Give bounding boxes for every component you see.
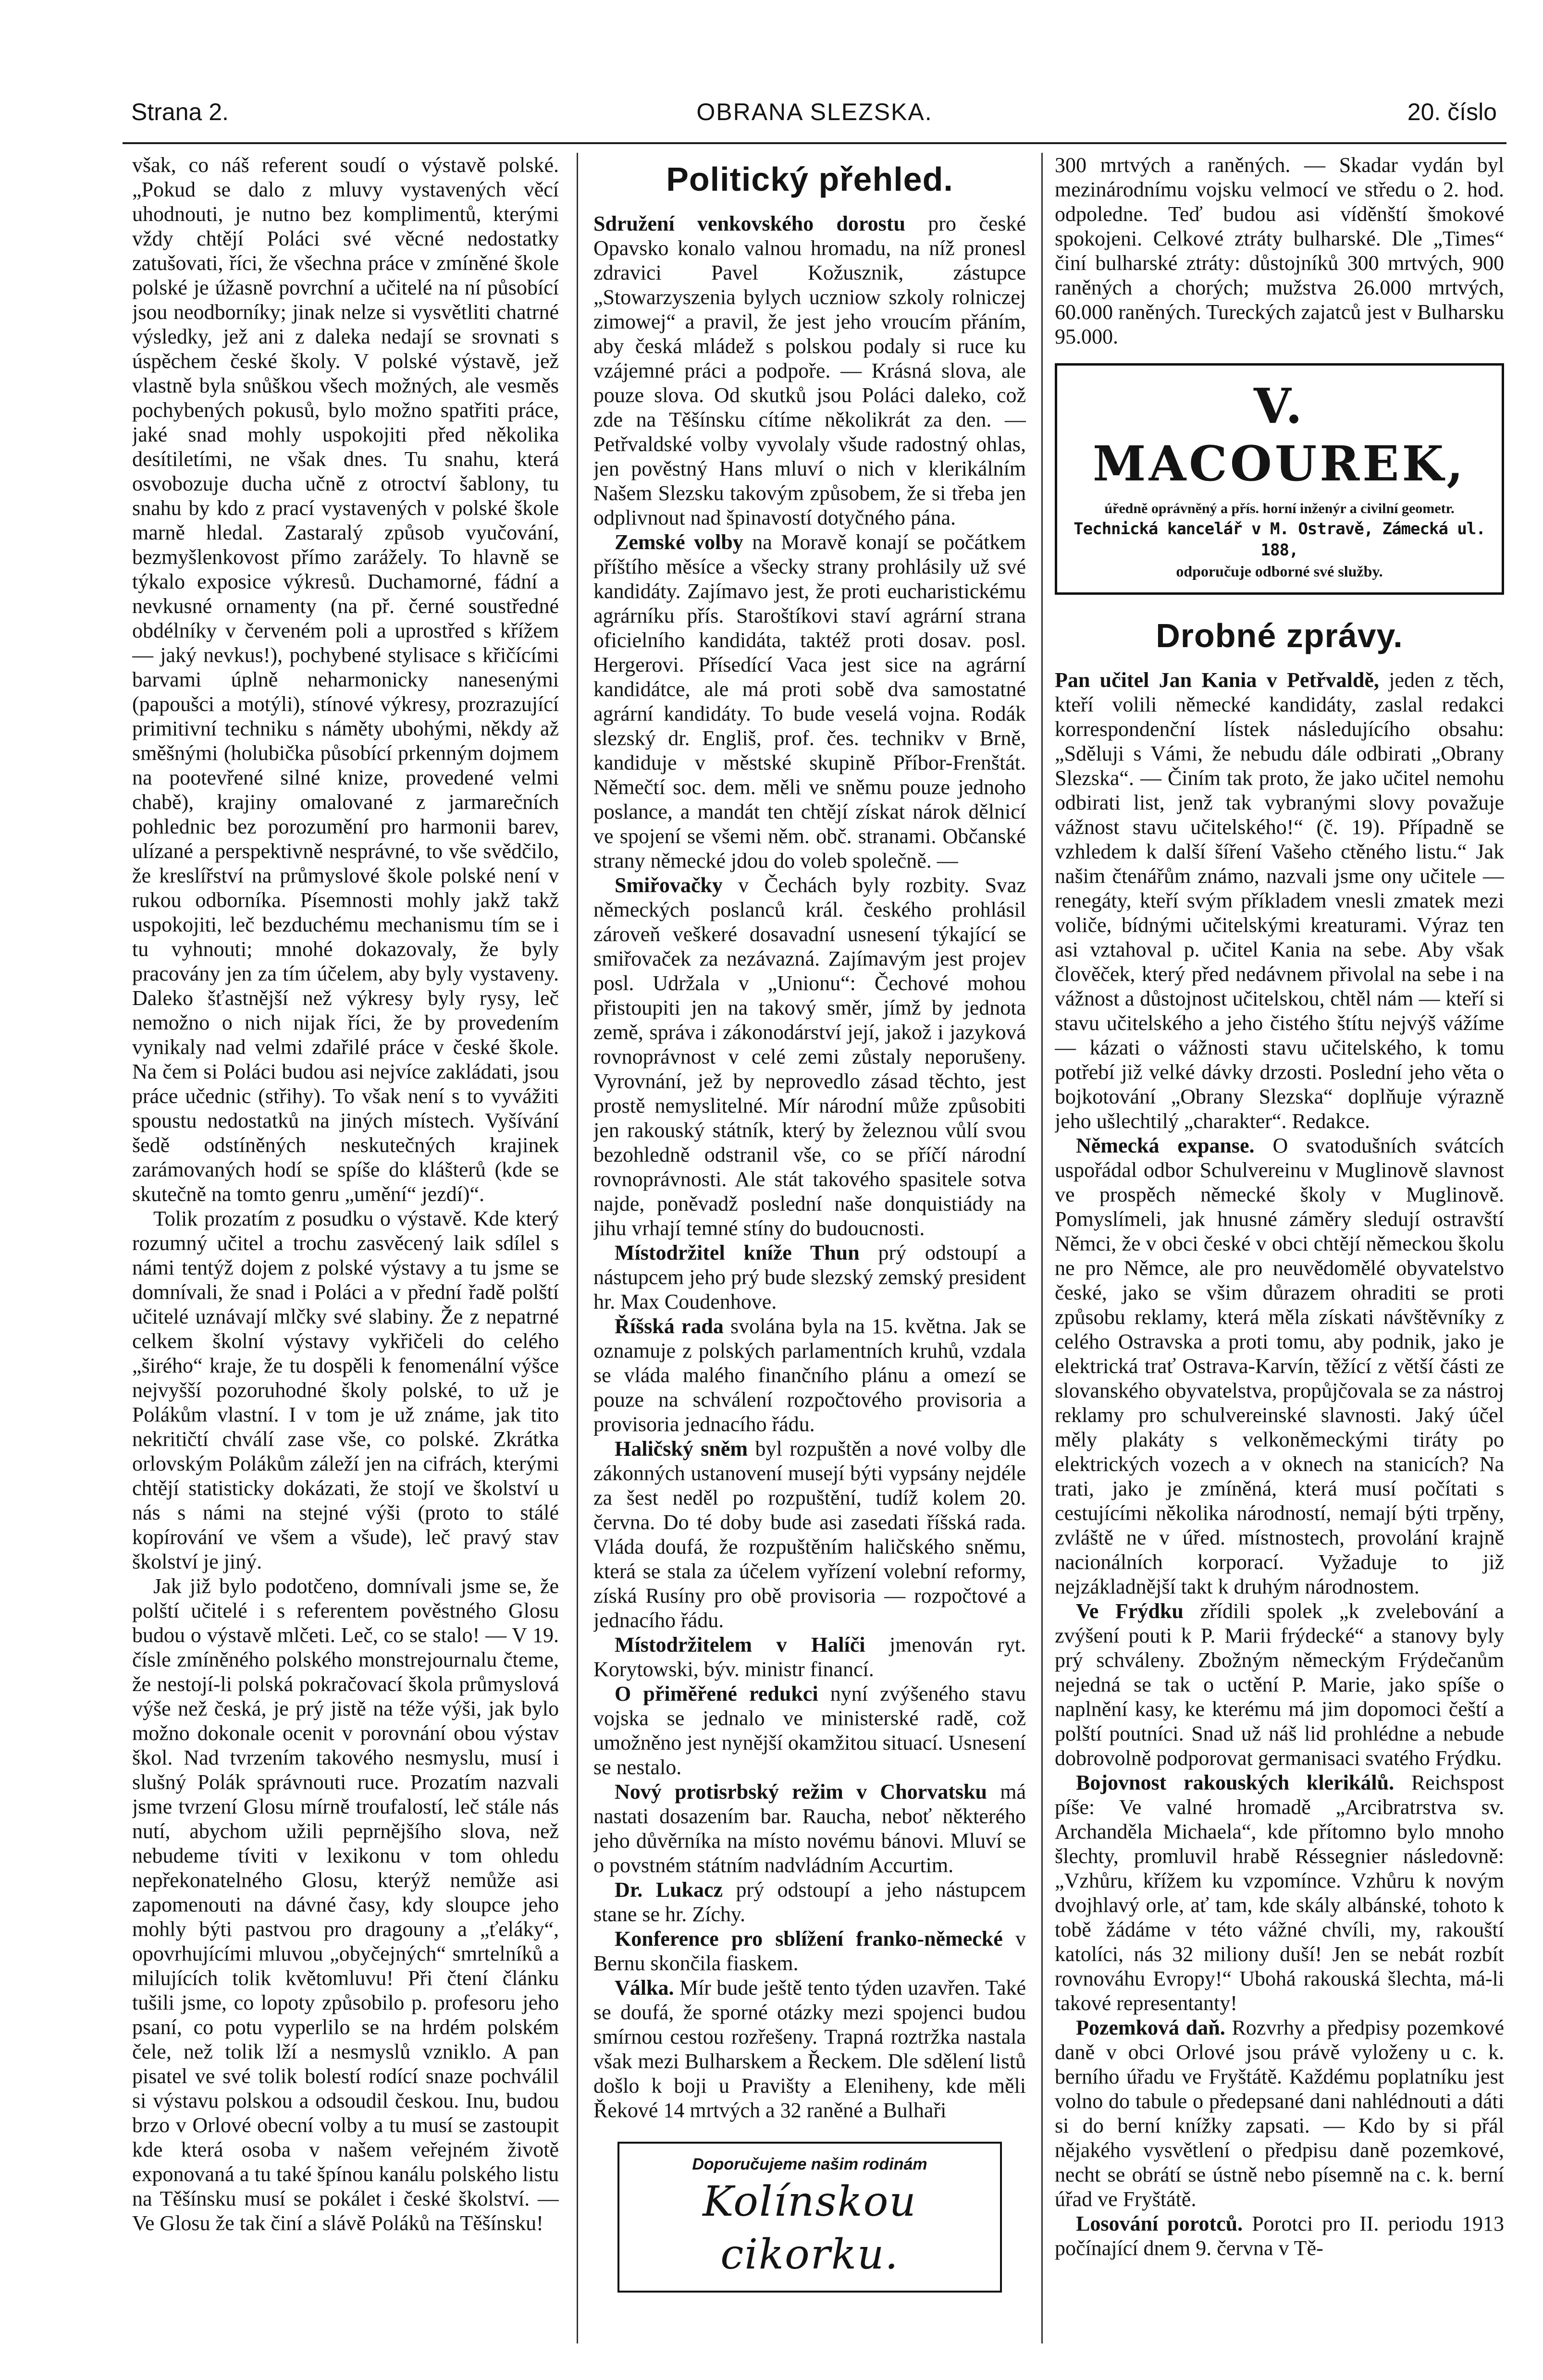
ad-services: odporučuje odborné své služby.	[1176, 563, 1383, 580]
ad-recommendation: Doporučujeme našim rodinám	[692, 2155, 927, 2173]
news-item	[1055, 1133, 1504, 1599]
news-item	[593, 1240, 1026, 1314]
news-item	[593, 1779, 1026, 1877]
section-title-drobne-zpravy: Drobné zprávy.	[1156, 617, 1403, 654]
news-text: nyní zvýšeného stavu vojska se jednalo ve ministerské radě, což umožněno jest nynější okamžitou situací. Usnesení se nestalo.	[593, 1682, 1026, 1779]
column-divider	[577, 153, 578, 2343]
advertisement-cikorka	[617, 2142, 1002, 2293]
news-item	[593, 1975, 1026, 2122]
news-item	[593, 1681, 1026, 1779]
article-paragraph: však, co náš referent soudí o výstavě polské. „Pokud se dalo z mluvy vystavených věcí uhodnouti, je nutno bez komplimentů, kterými vždy chtějí Poláci své věcné nedostatky zatušovati, říci, že všechna práce v zmíněné škole polské je úžasně povrchní a učitelé na ní působící jsou neodborníky; jinak nelze si vysvětliti chatrné výsledky, jež ani z daleka nedají se srovnati s úspěchem české školy. V polské výstavě, jež vlastně byla snůškou všech možných, ale vesměs pochybených pokusů, bylo možno spatřiti práce, jaké snad mohly uspokojiti před několika desítiletími, ne však dnes. Tu snahu, která osvobozuje ducha učně z otroctví šablony, tu snahu by kdo z prací vystavených v polské škole marně hledal. Zastaralý způsob vyučování, bezmyšlenkovost přímo zarážely. To hlavně se týkalo exposice výkresů. Duchamorné, fádní a nevkusné ornamenty (na př. černé soustředné obdélníky v červeném poli a uprostřed s křížem — jaký nevkus!), pochybené stylisace s křičícími barvami úplně neharmonicky nanesenými (papoušci a motýli), stínové výkresy, prozrazující primitivní techniku s náměty ubohými, někdy až směšnými (holubička působící prkenným dojmem na pootevřené silné knize, provedené velmi chabě), krajiny omalované z jarmarečních pohlednic bez porozumění pro harmonii barev, ulízané a perspektivně nesprávné, to vše svědčilo, že kreslířství na průmyslové škole polské není v rukou odborníka. Písemnosti mohly jakž takž uspokojiti, leč bezduchému mechanismu tím se i tu vyhnouti; mnohé dokazovaly, že byly pracovány jen za tím účelem, aby byly vystaveny. Daleko šťastnější než výkresy byly rysy, leč nemožno o nich nijak říci, že by provedením vynikaly nad velmi zdařilé práce v české škole. Na čem si Poláci budou asi nejvíce zakládati, jsou práce učednic (střihy). To však není s to vyvážiti spoustu nedostatků na jiných místech. Vyšívání šedě odstíněných neskutečných krajinek zarámovaných hodí se spíše do klášterů (kde se skutečně na tomto genru „umění“ jezdí)“.	[132, 153, 559, 1206]
news-text: pro české Opavsko konalo valnou hromadu, na níž pronesl zdravici Pavel Kožusznik, zástupce „Stowarzyszenia bylych uczniow szkoly rolniczej zimowej“ a pravil, že jest jeho vroucím přáním, aby česká mládež s polskou podaly si ruce ku vzájemné práci a podpoře. — Krásná slova, ale pouze slova. Od skutků jsou Poláci daleko, což zde na Těšínsku cítíme několikrát za den. — Petřvaldské volby vyvolaly všude radostný ohlas, jen pověstný Hans mluví o nich v klerikálním Našem Slezsku takovým způsobem, že si třeba jen odplivnout nad špinavostí dotyčného pána.	[593, 212, 1026, 529]
news-lead: Sdružení venkovského dorostu	[593, 212, 905, 235]
issue-number: 20. číslo	[1407, 98, 1497, 125]
news-text: Rozvrhy a předpisy pozemkové daně v obci Orlové jsou právě vyloženy u c. k. berního úřadu ve Fryštátě. Každému poplatníku jest volno do tabule o předepsané dani nahlédnouti a dáti si do berní knížky zapsati. — Kdo by si přál nějakého vysvětlení o předpisu daně pozemkové, necht se obrátí se ústně nebo písemně na c. k. berní úřad ve Fryštátě.	[1055, 2016, 1504, 2211]
news-item	[1055, 2015, 1504, 2211]
news-text: prý odstoupí a nástupcem jeho prý bude slezský zemský president hr. Max Coudenhove.	[593, 1241, 1026, 1313]
column-1	[132, 153, 559, 2343]
news-item	[593, 211, 1026, 530]
news-lead: Haličský sněm	[615, 1437, 748, 1460]
news-text: zřídili spolek „k zvelebování a zvýšení pouti k P. Marii frýdecké“ a stanovy byly prý schváleny. Zbožným německým Frýdečanům nejedná se tak o uctění P. Marie, jako spíše o naplnění kasy, ke kterému má jim dopomoci čeští a polští poutníci. Snad už náš lid prohlédne a nebude dobrovolně podporovat germanisaci svatého Frýdku.	[1055, 1599, 1504, 1770]
column-divider	[1041, 153, 1043, 2343]
ad-company-name: V. MACOUREK,	[1092, 378, 1467, 492]
column-3	[1055, 153, 1504, 2343]
news-item	[593, 1436, 1026, 1632]
newspaper-title: OBRANA SLEZSKA.	[696, 98, 933, 125]
news-item	[1055, 2211, 1504, 2260]
ad-credentials: úředně oprávněný a přís. horní inženýr a civilní geometr.	[1104, 501, 1455, 516]
news-item	[1055, 1599, 1504, 1770]
page-header	[123, 86, 1506, 129]
news-text: v Čechách byly rozbity. Svaz německých poslanců král. českého prohlásil zároveň veškeré dosavadní usnesení týkající se smiřovaček za nezávazná. Zajímavým jest projev posl. Udržala v „Unionu“: Čechové mohou přistoupiti jen na takový směr, jímž by jednota země, správa i zákonodárství její, jakož i jazyková rovnoprávnost v celé zemi zůstaly neporušeny. Vyrovnání, jež by neprovedlo zásad těchto, jest prostě nemyslitelné. Mír národní může způsobiti jen rakouský státník, který by železnou vůlí svou bezohledně odstranil vše, co se příčí národní rovnoprávnosti. Ale stát takového spasitele sotva najde, poněvadž poslední naše donquistiády na jihu vrhají temné stíny do budoucnosti.	[593, 873, 1026, 1240]
news-lead: O přiměřené redukci	[615, 1682, 818, 1705]
news-lead: Německá expanse.	[1076, 1134, 1255, 1157]
news-item	[593, 1877, 1026, 1926]
news-lead: Nový protisrbský režim v Chorvatsku	[615, 1780, 987, 1803]
article-paragraph: Jak již bylo podotčeno, domnívali jsme se, že polští učitelé i s referentem pověstného Glosu budou o výstavě mlčeti. Leč, co se stalo! — V 19. čísle zmíněného polského monstrejournalu čteme, že nestojí-li polská pokračovací škola průmyslová výše než česká, je prý jistě na téže výši, jak bylo možno dokonale ocenit v porovnání obou výstav škol. Nad tvrzením takového nesmyslu, musí i slušný Polák správnouti ruce. Prozatím nazvali jsme tvrzení Glosu mírně troufalostí, leč stále nás nutí, abychom užili peprnějšího slova, než nebudeme tíviti v lexikonu v tom ohledu nepřekonatelného Glosu, kterýž nemůže asi zapomenouti na dávné časy, kdy sloupce jeho mohly býti pastvou pro dragouny a „ťeláky“, opovrhujícími mluvou „obyčejných“ smrtelníků a milujících tolik květomluvu! Při čtení článku tušili jsme, co lopoty způsobilo p. profesoru jeho psaní, co potu vyperlilo se na hrdém polském čele, než tolik lží a nesmyslů vzniklo. A pan pisatel ve své tolik bolestí rodící snaze pochválil si výstavu polskou a odsoudil českou. Inu, budou brzo v Orlové obecní volby a tu musí se zastoupit kde která osoba v našem veřejném životě exponovaná a tu také špínou kanálu polského listu na Těšínsku musí se pokálet i české školství. — Ve Glosu že tak činí a slávě Poláků na Těšínsku!	[132, 1574, 559, 2235]
news-text: má nastati dosazením bar. Raucha, neboť některého jeho důvěrníka na místo novému bánovi. Mluví se o povstném státním nadvládním Accurtim.	[593, 1780, 1026, 1877]
news-lead: Místodržitel kníže Thun	[615, 1241, 860, 1264]
ad-brand: Kolínskou cikorku.	[703, 2178, 917, 2279]
news-text: jeden z těch, kteří volili německé kandidáty, zaslal redakci korrespondenční lístek následujícího obsahu: „Sděluji s Vámi, že nebudu dále odbirati „Obrany Slezska“. — Činím tak proto, že jako učitel nemohu odbirati list, jenž tak vybranými slovy považuje vážnost stavu učitelského!“ (č. 19). Případně se vzhledem k další šíření Vašeho ctěného listu.“ Jak našim čtenářům známo, nazvali jsme ony učitele — renegáty, kteří svým příkladem vnesli zmatek mezi voliče, bídnými učitelskými kreaturami. Výraz ten asi vztahoval p. učitel Kania na sebe. Aby však člověček, který před nedávnem přivolal na sebe i na vážnost a důstojnost učitelskou, chtěl nám — kteří si stavu učitelského a jeho čistého štítu nejvýš vážíme — kázati o vážnosti stavu učitelského, k tomu potřebí již velké dávky drzosti. Poslední jeho věta o bojkotování „Obrany Slezska“ doplňuje výrazně jeho ušlechtilý „charakter“. Redakce.	[1055, 668, 1504, 1133]
news-lead: Dr. Lukacz	[615, 1878, 723, 1902]
news-text: svolána byla na 15. května. Jak se oznamuje z polských parlamentních kruhů, vzdala se vláda malého finančního plánu a omezí se pouze na schválení rozpočtového provisoria a provisoria jednacího řádu.	[593, 1314, 1026, 1436]
news-text: Mír bude ještě tento týden uzavřen. Také se doufá, že sporné otázky mezi spojenci budou smírnou cestou rozřešeny. Trapná roztržka nastala však mezi Bulharskem a Řeckem. Dle sdělení listů došlo k boji u Pravišty a Eleniheny, kde měli Řekové 14 mrtvých a 32 raněné a Bulhaři	[593, 1976, 1026, 2122]
news-lead: Smiřovačky	[615, 873, 723, 897]
news-item	[1055, 668, 1504, 1133]
news-lead: Ve Frýdku	[1076, 1599, 1184, 1623]
war-report: 300 mrtvých a raněných. — Skadar vydán byl mezinárodnímu vojsku velmocí ve středu o 2. hod. odpoledne. Teď budou asi víděnští šmokové spokojeni. Celkové ztráty bulharské. Dle „Times“ činí bulharské ztráty: důstojníků 300 mrtvých, 900 raněných a chorých; mužstva 26.000 mrtvých, 60.000 raněných. Tureckých zajatců jest v Bulharsku 95.000.	[1055, 153, 1504, 348]
news-lead: Pan učitel Jan Kania v Petřvaldě,	[1055, 668, 1379, 692]
news-text: na Moravě konají se počátkem příštího měsíce a všecky strany prohlásily už své kandidáty. Zajímavo jest, že proti eucharistickému agrárníku přís. Staroštíkovi staví agrární strana oficielního kandidáta, taktéž proti dosav. posl. Hergerovi. Přísedící Vaca jest sice na agrární kandidátce, ale má proti sobě dva samostatné agrární kandidáty. To bude veselá vojna. Rodák slezský dr. Engliš, prof. čes. technikv v Brně, kandiduje v městské skupině Příbor-Frenštát. Němečtí soc. dem. měli ve sněmu pouze jednoho poslance, a mandát ten chtějí získat nárok dělnicí ve spojení se všemi něm. obč. stranami. Občanské strany německé jdou do voleb společně. —	[593, 530, 1026, 872]
news-text: Porotci pro II. periodu 1913 počínající dnem 9. června v Tě-	[1055, 2212, 1504, 2260]
newspaper-page	[123, 86, 1506, 2353]
news-lead: Místodržitelem v Halíči	[615, 1633, 865, 1656]
column-2	[593, 153, 1026, 2343]
news-text: v Bernu skončila fiaskem.	[593, 1927, 1026, 1975]
news-item	[1055, 1770, 1504, 2015]
news-text: jmenován ryt. Korytowski, býv. ministr financí.	[593, 1633, 1026, 1681]
news-text: prý odstoupí a jeho nástupcem stane se hr. Zíchy.	[593, 1878, 1026, 1926]
header-rule	[123, 142, 1506, 144]
news-text: byl rozpuštěn a nové volby dle zákonných ustanovení musejí býti vypsány nejdéle za šest neděl po rozpuštění, tudíž kolem 20. června. Do té doby bude asi zasedati říšská rada. Vláda doufá, že rozpuštěním haličského sněmu, která se stala za účelem vyřízení volební reformy, získá Rusíny pro obě provisoria — rozpočtové a jednacího řádu.	[593, 1437, 1026, 1632]
news-lead: Válka.	[615, 1976, 674, 2000]
page-number: Strana 2.	[131, 98, 229, 125]
news-item	[593, 873, 1026, 1240]
news-lead: Říšská rada	[615, 1314, 724, 1338]
news-text: O svatodušních svátcích uspořádal odbor Schulvereinu v Muglinově slavnost ve prospěch německé školy v Muglinově. Pomyslímeli, jak hnusné záměry sledují ostravští Němci, že v obci české v obci chtějí německou školu ne pro Němce, ale pro neuvědomělé obyvatelstvo české, jako se všim důrazem ohraditi se proti způsobu reklamy, která měla získati návštěvníky z celého Ostravska a proti tomu, aby podnik, jako je elektrická trať Ostrava-Karvín, těžící z větší části ze slovanského obyvatelstva, propůjčovala se za nástroj reklamy pro schulvereinské slavnosti. Jaký účel měly plakáty s velkoněmeckými tiráty po elektrických vozech a v oknech na stanicích? Na trati, jako je zmíněná, která musí počítati s cestujícími několika národností, nemají býti trpěny, zvláště ne v úřed. místnostech, provolání krajně nacionálních korporací. Vyžaduje to již nejzákladnější takt k druhým národnostem.	[1055, 1134, 1504, 1598]
news-item	[593, 1926, 1026, 1975]
news-item	[593, 530, 1026, 873]
news-lead: Pozemková daň.	[1076, 2016, 1225, 2039]
news-lead: Konference pro sblížení franko-německé	[615, 1927, 1003, 1951]
news-text: Reichspost píše: Ve valné hromadě „Arcibratrstva sv. Archanděla Michaela“, kde přítomno bylo mnoho šlechty, promluvil hrabě Réssegnier následovně: „Vzhůru, křížem ku vzpomínce. Vzhůru k novým dvojhlavý orle, ať tam, kde skály albánské, tohoto k tobě žádáme v této vážné chvíli, my, rakouští katolíci, nás 32 miliony duší! Jen se nebát rozbít rovnováhu Evropy!“ Ubohá rakouská šlechta, má-li takové representanty!	[1055, 1771, 1504, 2015]
news-lead: Bojovnost rakouských klerikálů.	[1076, 1771, 1395, 1794]
news-lead: Zemské volby	[615, 530, 743, 554]
news-item	[593, 1632, 1026, 1681]
ad-office-address: Technická kancelář v M. Ostravě, Zámecká ul. 188,	[1074, 519, 1485, 560]
article-paragraph: Tolik prozatím z posudku o výstavě. Kde který rozumný učitel a trochu zasvěcený laik sdílel s námi tentýž dojem z polské výstavy a tu jsme se domnívali, že snad i Poláci a v přední řadě polští učitelé uznávají mlčky své slabiny. Že z nepatrné celkem školní výstavy vykřičeli do celého „širého“ kraje, že tu dospěli k fenomenální výšce nejvyšší pozoruhodné školy polské, to už je Polákům vlastní. I v tom je už známe, jak tito nekritičtí chválí zase vše, co polské. Zkrátka orlovským Polákům záleží jen na cifrách, kterými chtějí statisticky dokázati, že stojí ve školství u nás s námi na stejné výši (proto to stálé kopírování ve všem a všude), leč pravý stav školství je jiný.	[132, 1207, 559, 1573]
news-item	[593, 1314, 1026, 1436]
advertisement-macourek	[1055, 363, 1504, 595]
news-lead: Losování porotců.	[1076, 2212, 1243, 2235]
section-title-politicky-prehled: Politický přehled.	[666, 160, 953, 198]
